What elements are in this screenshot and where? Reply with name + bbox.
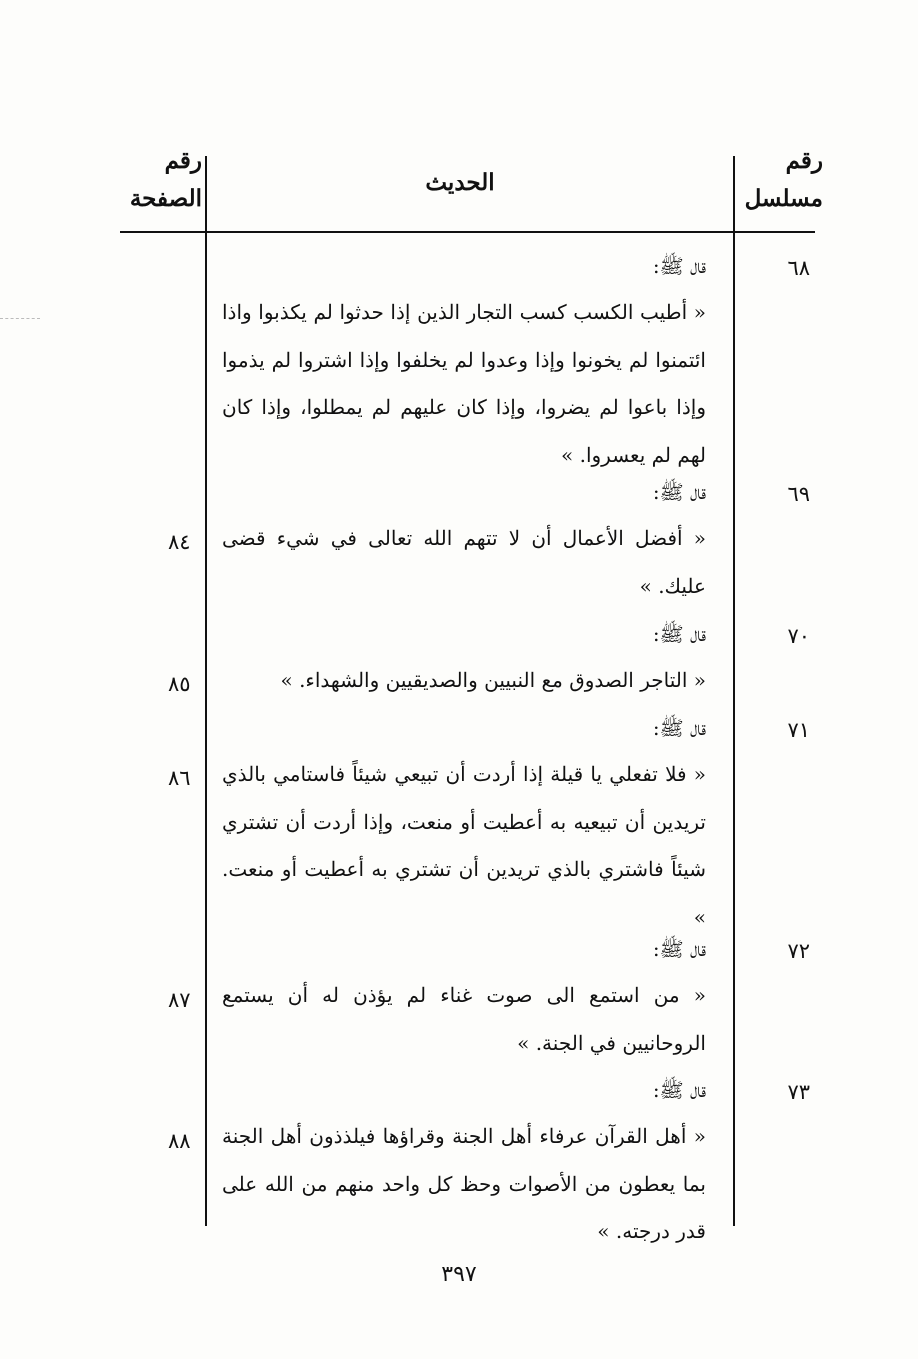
serial-70: ٧٠ (787, 624, 810, 648)
hadith-entry-70 (222, 611, 706, 705)
hadith-text: « أهل القرآن عرفاء أهل الجنة وقراؤها فيلذذون أهل الجنة بما يعطون من الأصوات وحظ كل واحد منهم من الله على قدر درجته. » (222, 1124, 706, 1243)
hadith-intro: قال ﷺ: (652, 480, 706, 504)
hadith-text: « فلا تفعلي يا قيلة إذا أردت أن تبيعي شيئاً فاستامي بالذي تريدين أن تبيعيه به أعطيت أو منعت، وإذا أردت أن تشتري شيئاً فاشتري بالذي تريدين أن تشتري به أعطيت أو منعت. » (222, 762, 706, 929)
page-ref-88: ٨٨ (168, 1129, 191, 1153)
serial-number-header: رقم مسلسل (744, 147, 823, 212)
page-ref-87: ٨٧ (168, 988, 191, 1012)
hadith-intro: قال ﷺ: (652, 937, 706, 961)
hadith-text: « أفضل الأعمال أن لا تتهم الله تعالى في شيء قضى عليك. » (222, 526, 706, 598)
hadith-entry-73 (222, 1067, 706, 1256)
hadith-entry-68 (222, 243, 706, 479)
hadith-intro: قال ﷺ: (652, 1078, 706, 1102)
serial-68: ٦٨ (787, 256, 810, 280)
left-column-rule (205, 156, 207, 1226)
hadith-text: « التاجر الصدوق مع النبيين والصديقيين والشهداء. » (280, 668, 706, 692)
page-ref-85: ٨٥ (168, 672, 191, 696)
serial-72: ٧٢ (787, 939, 810, 963)
hadith-entry-71 (222, 705, 706, 941)
right-column-rule (733, 156, 735, 1226)
hadith-intro: قال ﷺ: (652, 716, 706, 740)
hadith-intro: قال ﷺ: (652, 254, 706, 278)
hadith-header: الحديث (425, 169, 495, 196)
hadith-entry-69 (222, 469, 706, 610)
hadith-text: « من استمع الى صوت غناء لم يؤذن له أن يستمع الروحانيين في الجنة. » (222, 983, 706, 1055)
serial-69: ٦٩ (787, 482, 810, 506)
hadith-text: « أطيب الكسب كسب التجار الذين إذا حدثوا لم يكذبوا واذا ائتمنوا لم يخونوا وإذا وعدوا لم يخلفوا وإذا اشتروا لم يذموا وإذا باعوا لم يضروا، وإذا كان عليهم لم يمطلوا، وإذا كان لهم لم يعسروا. » (222, 300, 706, 467)
serial-71: ٧١ (787, 718, 810, 742)
page-ref-86: ٨٦ (168, 766, 191, 790)
header-rule (120, 231, 815, 233)
hadith-entry-72 (222, 926, 706, 1067)
margin-mark (0, 318, 40, 323)
page-number: ٣٩٧ (441, 1262, 477, 1287)
page-ref-84: ٨٤ (168, 530, 191, 554)
hadith-intro: قال ﷺ: (652, 622, 706, 646)
page-number-header: رقم الصفحة (129, 147, 202, 212)
serial-73: ٧٣ (787, 1080, 810, 1104)
